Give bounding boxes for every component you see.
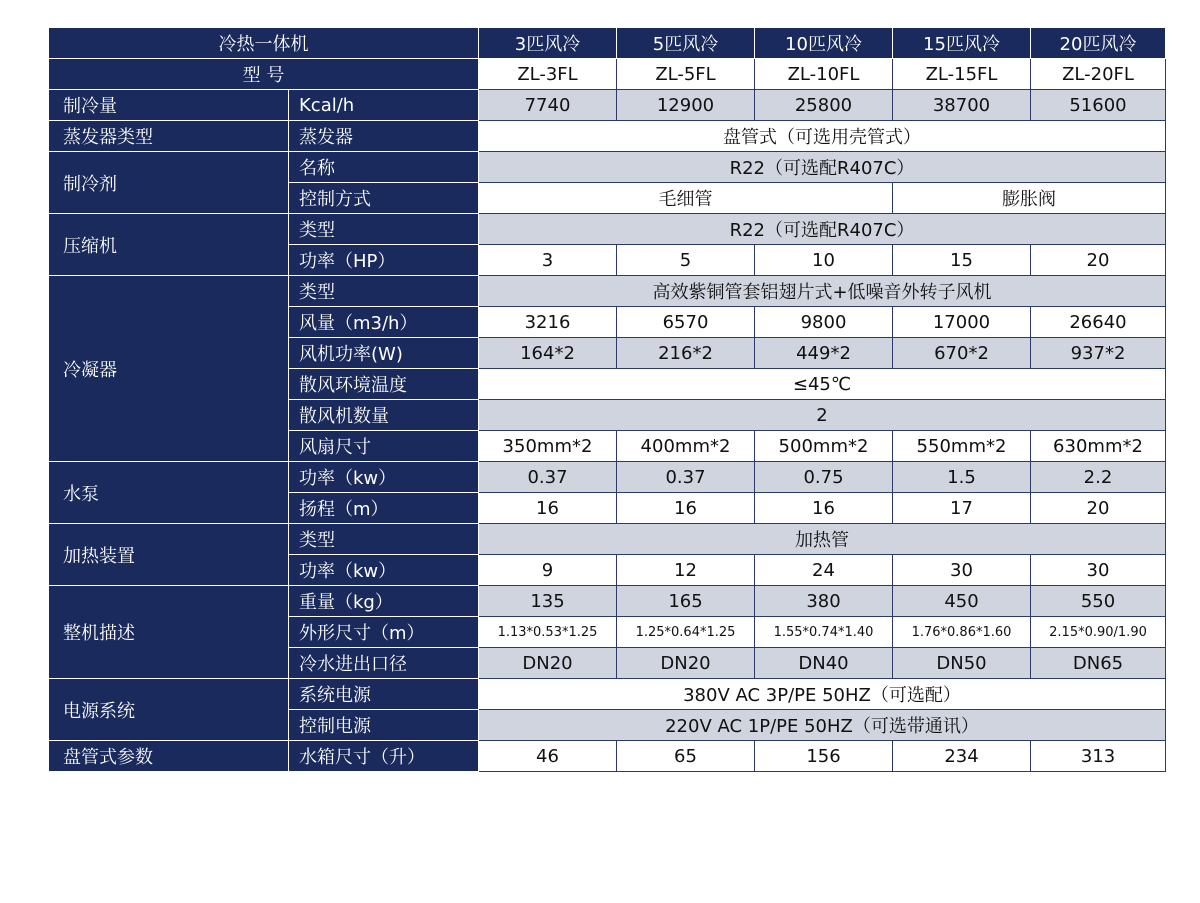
value-cell: 164*2 (479, 338, 617, 369)
value-cell-merged: 盘管式（可选用壳管式） (479, 121, 1166, 152)
row-subcategory: 控制电源 (289, 710, 479, 741)
value-cell: 234 (893, 741, 1031, 772)
row-subcategory: 散风环境温度 (289, 369, 479, 400)
row-subcategory: 类型 (289, 214, 479, 245)
model-cell: ZL-3FL (479, 59, 617, 90)
value-cell: 9800 (755, 307, 893, 338)
row-subcategory: 外形尺寸（m） (289, 617, 479, 648)
value-cell: 3216 (479, 307, 617, 338)
row-subcategory: Kcal/h (289, 90, 479, 121)
value-cell: 449*2 (755, 338, 893, 369)
row-category: 加热装置 (49, 524, 289, 586)
value-cell-merged: 加热管 (479, 524, 1166, 555)
value-cell-merged: R22（可选配R407C） (479, 214, 1166, 245)
value-cell-merged: 220V AC 1P/PE 50HZ（可选带通讯） (479, 710, 1166, 741)
value-cell-merged: 膨胀阀 (893, 183, 1166, 214)
table-row (49, 741, 1166, 772)
value-cell: 400mm*2 (617, 431, 755, 462)
value-cell: 24 (755, 555, 893, 586)
row-subcategory: 风扇尺寸 (289, 431, 479, 462)
value-cell: 313 (1031, 741, 1166, 772)
table-row (49, 152, 1166, 183)
value-cell: 38700 (893, 90, 1031, 121)
value-cell: 17000 (893, 307, 1031, 338)
spec-table (48, 27, 1166, 772)
table-row (49, 524, 1166, 555)
header-row-product (49, 28, 1166, 59)
value-cell: 500mm*2 (755, 431, 893, 462)
table-row (49, 90, 1166, 121)
value-cell: 550 (1031, 586, 1166, 617)
table-row (49, 586, 1166, 617)
row-category: 制冷量 (49, 90, 289, 121)
model-cell: ZL-20FL (1031, 59, 1166, 90)
value-cell: 30 (1031, 555, 1166, 586)
row-subcategory: 类型 (289, 276, 479, 307)
model-cell: ZL-15FL (893, 59, 1031, 90)
value-cell: 1.25*0.64*1.25 (617, 617, 755, 648)
value-cell: 380 (755, 586, 893, 617)
value-cell: 2.2 (1031, 462, 1166, 493)
value-cell: 15 (893, 245, 1031, 276)
row-subcategory: 类型 (289, 524, 479, 555)
row-subcategory: 重量（kg） (289, 586, 479, 617)
value-cell: 25800 (755, 90, 893, 121)
value-cell: 2.15*0.90/1.90 (1031, 617, 1166, 648)
model-label: 型 号 (49, 59, 479, 90)
row-subcategory: 冷水进出口径 (289, 648, 479, 679)
value-cell: DN65 (1031, 648, 1166, 679)
value-cell: DN20 (479, 648, 617, 679)
value-cell: 630mm*2 (1031, 431, 1166, 462)
value-cell: 16 (479, 493, 617, 524)
value-cell-merged: 2 (479, 400, 1166, 431)
table-row (49, 276, 1166, 307)
value-cell: 17 (893, 493, 1031, 524)
value-cell: 1.76*0.86*1.60 (893, 617, 1031, 648)
value-cell: 0.37 (479, 462, 617, 493)
value-cell-merged: R22（可选配R407C） (479, 152, 1166, 183)
value-cell: DN20 (617, 648, 755, 679)
value-cell: 30 (893, 555, 1031, 586)
row-category: 蒸发器类型 (49, 121, 289, 152)
value-cell: 135 (479, 586, 617, 617)
value-cell: 16 (617, 493, 755, 524)
row-subcategory: 散风机数量 (289, 400, 479, 431)
row-subcategory: 功率（kw） (289, 462, 479, 493)
column-header: 15匹风冷 (893, 28, 1031, 59)
value-cell: 0.75 (755, 462, 893, 493)
value-cell: 670*2 (893, 338, 1031, 369)
value-cell: 1.13*0.53*1.25 (479, 617, 617, 648)
row-subcategory: 控制方式 (289, 183, 479, 214)
value-cell: 12900 (617, 90, 755, 121)
value-cell: 937*2 (1031, 338, 1166, 369)
product-name: 冷热一体机 (49, 28, 479, 59)
row-subcategory: 功率（HP） (289, 245, 479, 276)
row-subcategory: 系统电源 (289, 679, 479, 710)
value-cell: 26640 (1031, 307, 1166, 338)
value-cell: 1.5 (893, 462, 1031, 493)
header-row-model (49, 59, 1166, 90)
model-cell: ZL-10FL (755, 59, 893, 90)
row-subcategory: 水箱尺寸（升） (289, 741, 479, 772)
row-subcategory: 风机功率(W) (289, 338, 479, 369)
row-subcategory: 风量（m3/h） (289, 307, 479, 338)
value-cell: 65 (617, 741, 755, 772)
column-header: 10匹风冷 (755, 28, 893, 59)
row-subcategory: 蒸发器 (289, 121, 479, 152)
row-category: 冷凝器 (49, 276, 289, 462)
value-cell-merged: ≤45℃ (479, 369, 1166, 400)
value-cell: 12 (617, 555, 755, 586)
value-cell: 0.37 (617, 462, 755, 493)
row-category: 水泵 (49, 462, 289, 524)
value-cell: DN40 (755, 648, 893, 679)
model-cell: ZL-5FL (617, 59, 755, 90)
value-cell-merged: 毛细管 (479, 183, 893, 214)
row-category: 整机描述 (49, 586, 289, 679)
value-cell: 10 (755, 245, 893, 276)
value-cell: 1.55*0.74*1.40 (755, 617, 893, 648)
row-subcategory: 扬程（m） (289, 493, 479, 524)
value-cell: 7740 (479, 90, 617, 121)
value-cell: 6570 (617, 307, 755, 338)
row-subcategory: 功率（kw） (289, 555, 479, 586)
value-cell: 3 (479, 245, 617, 276)
value-cell: 216*2 (617, 338, 755, 369)
column-header: 20匹风冷 (1031, 28, 1166, 59)
row-category: 盘管式参数 (49, 741, 289, 772)
value-cell: 165 (617, 586, 755, 617)
value-cell: 51600 (1031, 90, 1166, 121)
value-cell: 20 (1031, 245, 1166, 276)
table-row (49, 462, 1166, 493)
row-subcategory: 名称 (289, 152, 479, 183)
table-row (49, 121, 1166, 152)
value-cell: 9 (479, 555, 617, 586)
row-category: 电源系统 (49, 679, 289, 741)
value-cell: 350mm*2 (479, 431, 617, 462)
value-cell: 156 (755, 741, 893, 772)
value-cell: 450 (893, 586, 1031, 617)
table-row (49, 679, 1166, 710)
value-cell-merged: 高效紫铜管套铝翅片式+低噪音外转子风机 (479, 276, 1166, 307)
table-row (49, 214, 1166, 245)
column-header: 5匹风冷 (617, 28, 755, 59)
row-category: 制冷剂 (49, 152, 289, 214)
value-cell: 5 (617, 245, 755, 276)
row-category: 压缩机 (49, 214, 289, 276)
value-cell: 20 (1031, 493, 1166, 524)
value-cell: 550mm*2 (893, 431, 1031, 462)
value-cell: DN50 (893, 648, 1031, 679)
value-cell-merged: 380V AC 3P/PE 50HZ（可选配） (479, 679, 1166, 710)
column-header: 3匹风冷 (479, 28, 617, 59)
value-cell: 46 (479, 741, 617, 772)
value-cell: 16 (755, 493, 893, 524)
